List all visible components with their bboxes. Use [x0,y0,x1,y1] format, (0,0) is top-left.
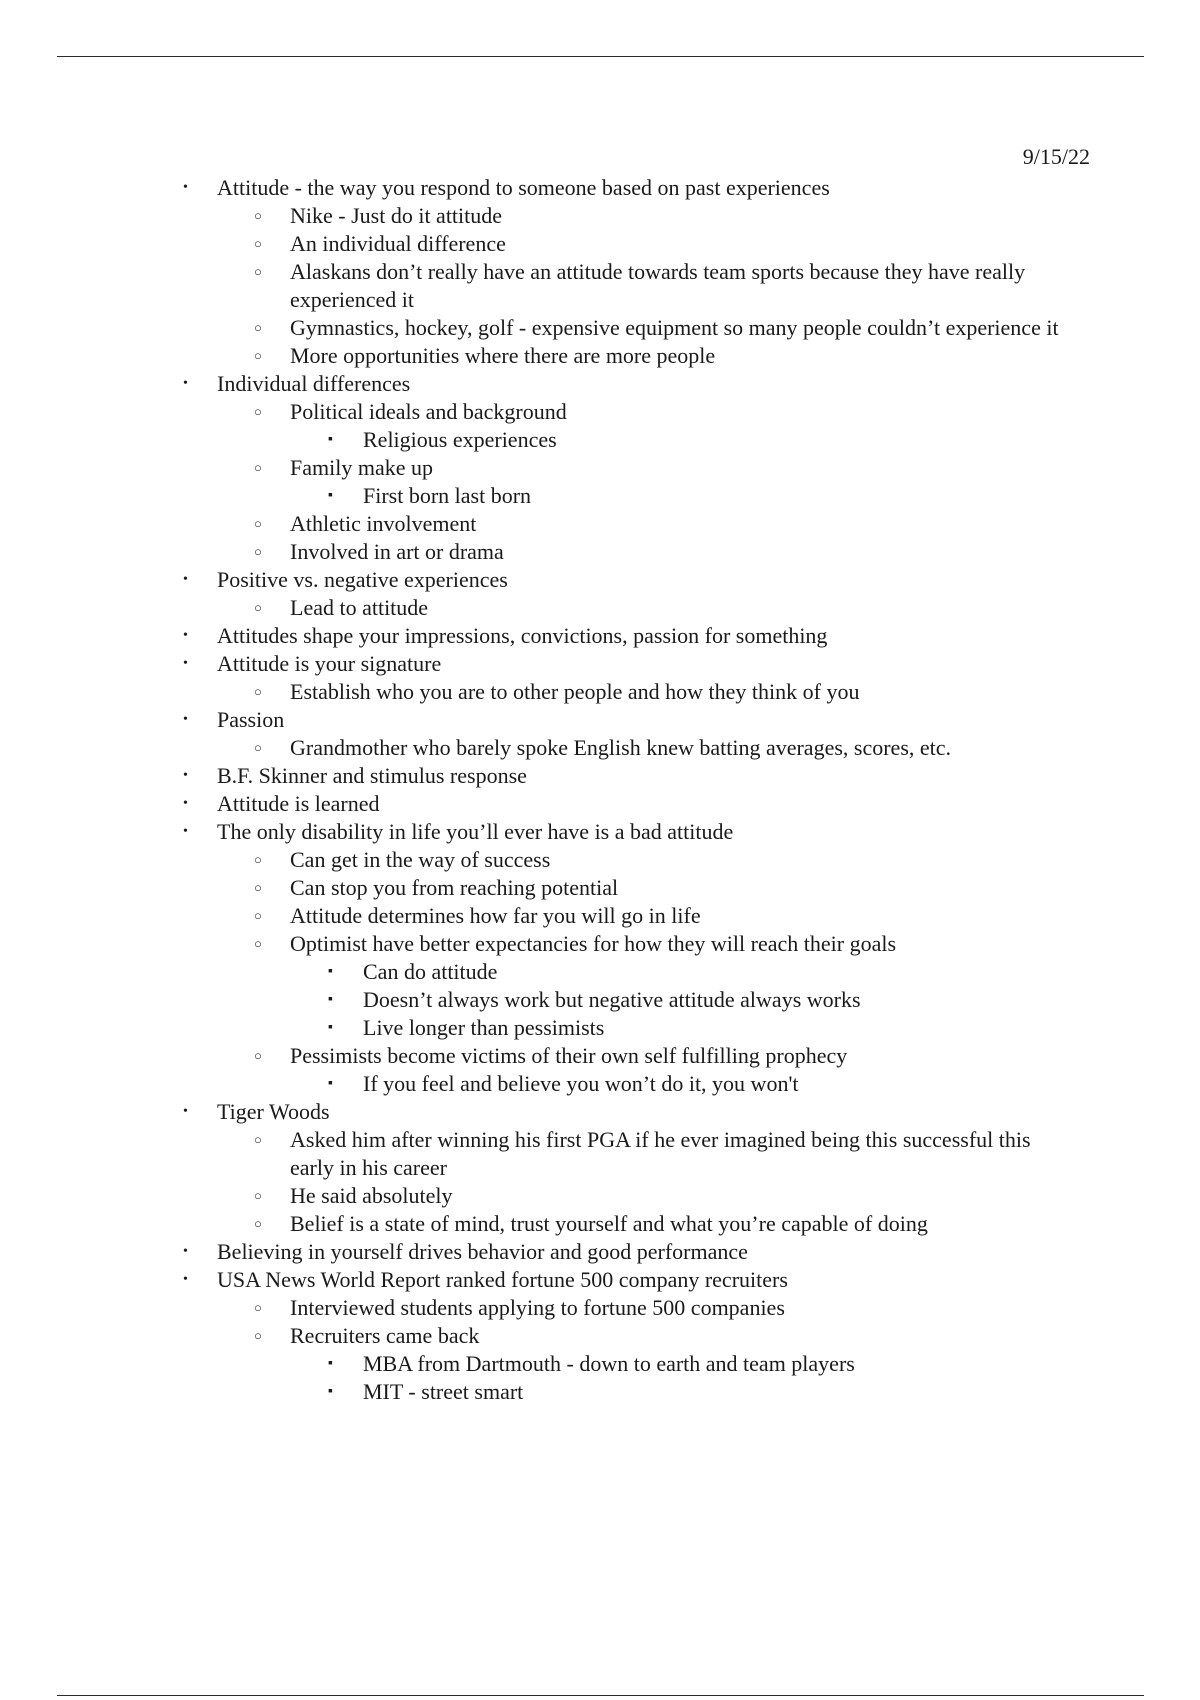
bullet-circle-icon: ○ [254,1300,262,1315]
list-item-text: Individual differences [217,371,411,396]
list-item-level-2 [0,1042,1077,1070]
bullet-circle-icon: ○ [254,908,262,923]
bullet-dot-icon: • [183,180,188,195]
bullet-circle-icon: ○ [254,460,262,475]
bullet-circle-icon: ○ [254,684,262,699]
list-item-level-1 [0,1098,1077,1126]
bullet-dot-icon: • [183,824,188,839]
list-item-level-2 [0,1210,1077,1238]
list-item-level-1 [0,762,1077,790]
list-item-text: Involved in art or drama [290,539,504,564]
list-item-text: Believing in yourself drives behavior and good performance [217,1239,748,1264]
list-item-level-2 [0,734,1077,762]
bullet-circle-icon: ○ [254,348,262,363]
bullet-square-icon: ▪ [328,1356,333,1371]
list-item-text: Tiger Woods [217,1099,330,1124]
note-date: 9/15/22 [1022,144,1090,169]
list-item-text: If you feel and believe you won’t do it, you won't [363,1071,799,1096]
list-item-level-3 [0,1350,1077,1378]
list-item-level-1 [0,650,1077,678]
list-item-level-1 [0,818,1077,846]
list-item-text: Attitudes shape your impressions, convictions, passion for something [217,623,828,648]
bullet-square-icon: ▪ [328,488,333,503]
bullet-dot-icon: • [183,656,188,671]
list-item-level-1 [0,706,1077,734]
list-item-text: Alaskans don’t really have an attitude towards team sports because they have really experienced it [290,259,1026,312]
bullet-dot-icon: • [183,572,188,587]
bullet-circle-icon: ○ [254,1216,262,1231]
bullet-circle-icon: ○ [254,740,262,755]
list-item-level-2 [0,594,1077,622]
list-item-level-1 [0,790,1077,818]
list-item-level-3 [0,1378,1077,1406]
list-item-level-3 [0,986,1077,1014]
list-item-text: Optimist have better expectancies for how they will reach their goals [290,931,897,956]
list-item-text: Can stop you from reaching potential [290,875,619,900]
list-item-text: First born last born [363,483,532,508]
list-item-level-2 [0,314,1077,342]
bullet-circle-icon: ○ [254,320,262,335]
bullet-dot-icon: • [183,1244,188,1259]
list-item-level-2 [0,1294,1077,1322]
top-rule [57,56,1144,57]
bullet-circle-icon: ○ [254,1328,262,1343]
bullet-square-icon: ▪ [328,964,333,979]
list-item-text: Interviewed students applying to fortune 500 companies [290,1295,785,1320]
list-item-text: Family make up [290,455,433,480]
list-item-text: MIT - street smart [363,1379,524,1404]
list-item-text: Doesn’t always work but negative attitude always works [363,987,861,1012]
list-item-level-2 [0,1182,1077,1210]
list-item-level-1 [0,1266,1077,1294]
list-item-level-1 [0,622,1077,650]
list-item-level-3 [0,426,1077,454]
list-item-level-2 [0,1126,1077,1182]
list-item-text: Gymnastics, hockey, golf - expensive equipment so many people couldn’t experience it [290,315,1059,340]
list-item-level-2 [0,398,1077,426]
bullet-circle-icon: ○ [254,600,262,615]
bullet-dot-icon: • [183,1104,188,1119]
list-item-text: Grandmother who barely spoke English knew batting averages, scores, etc. [290,735,952,760]
notes-list [0,174,1200,1406]
list-item-level-2 [0,230,1077,258]
list-item-text: B.F. Skinner and stimulus response [217,763,527,788]
bullet-dot-icon: • [183,628,188,643]
list-item-level-2 [0,1322,1077,1350]
list-item-level-2 [0,538,1077,566]
bullet-circle-icon: ○ [254,936,262,951]
bullet-circle-icon: ○ [254,264,262,279]
list-item-text: MBA from Dartmouth - down to earth and team players [363,1351,855,1376]
bullet-circle-icon: ○ [254,1188,262,1203]
list-item-text: Asked him after winning his first PGA if he ever imagined being this successful this early in his career [290,1127,1031,1180]
list-item-level-2 [0,342,1077,370]
list-item-text: Live longer than pessimists [363,1015,605,1040]
list-item-level-3 [0,958,1077,986]
bullet-dot-icon: • [183,712,188,727]
bullet-square-icon: ▪ [328,1076,333,1091]
bullet-circle-icon: ○ [254,1048,262,1063]
list-item-text: Establish who you are to other people and how they think of you [290,679,860,704]
list-item-text: Positive vs. negative experiences [217,567,508,592]
list-item-level-3 [0,1070,1077,1098]
list-item-text: Lead to attitude [290,595,429,620]
bullet-circle-icon: ○ [254,544,262,559]
bottom-rule [57,1695,1144,1696]
bullet-square-icon: ▪ [328,1020,333,1035]
bullet-square-icon: ▪ [328,432,333,447]
bullet-dot-icon: • [183,1272,188,1287]
bullet-circle-icon: ○ [254,208,262,223]
list-item-level-2 [0,258,1077,314]
list-item-text: Nike - Just do it attitude [290,203,503,228]
bullet-square-icon: ▪ [328,992,333,1007]
list-item-text: Can get in the way of success [290,847,551,872]
list-item-text: Religious experiences [363,427,557,452]
bullet-circle-icon: ○ [254,516,262,531]
bullet-circle-icon: ○ [254,236,262,251]
list-item-text: More opportunities where there are more people [290,343,716,368]
list-item-level-3 [0,482,1077,510]
list-item-text: Can do attitude [363,959,498,984]
list-item-text: Attitude - the way you respond to someone based on past experiences [217,175,830,200]
list-item-level-2 [0,902,1077,930]
list-item-level-3 [0,1014,1077,1042]
list-item-level-2 [0,874,1077,902]
list-item-text: USA News World Report ranked fortune 500 company recruiters [217,1267,788,1292]
list-item-text: Pessimists become victims of their own self fulfilling prophecy [290,1043,848,1068]
list-item-text: Attitude determines how far you will go in life [290,903,701,928]
list-item-level-2 [0,202,1077,230]
list-item-text: Recruiters came back [290,1323,480,1348]
list-item-level-1 [0,566,1077,594]
list-item-level-2 [0,930,1077,958]
bullet-circle-icon: ○ [254,1132,262,1147]
list-item-text: Attitude is your signature [217,651,442,676]
list-item-text: The only disability in life you’ll ever have is a bad attitude [217,819,734,844]
list-item-level-1 [0,370,1077,398]
bullet-circle-icon: ○ [254,404,262,419]
bullet-dot-icon: • [183,768,188,783]
bullet-dot-icon: • [183,796,188,811]
bullet-circle-icon: ○ [254,880,262,895]
list-item-level-2 [0,846,1077,874]
list-item-text: Athletic involvement [290,511,477,536]
bullet-circle-icon: ○ [254,852,262,867]
list-item-text: Political ideals and background [290,399,567,424]
list-item-text: Passion [217,707,285,732]
list-item-level-2 [0,454,1077,482]
list-item-level-1 [0,174,1077,202]
bullet-dot-icon: • [183,376,188,391]
list-item-text: An individual difference [290,231,506,256]
list-item-level-2 [0,678,1077,706]
bullet-square-icon: ▪ [328,1384,333,1399]
list-item-level-2 [0,510,1077,538]
list-item-level-1 [0,1238,1077,1266]
list-item-text: Attitude is learned [217,791,380,816]
list-item-text: Belief is a state of mind, trust yourself and what you’re capable of doing [290,1211,928,1236]
list-item-text: He said absolutely [290,1183,453,1208]
